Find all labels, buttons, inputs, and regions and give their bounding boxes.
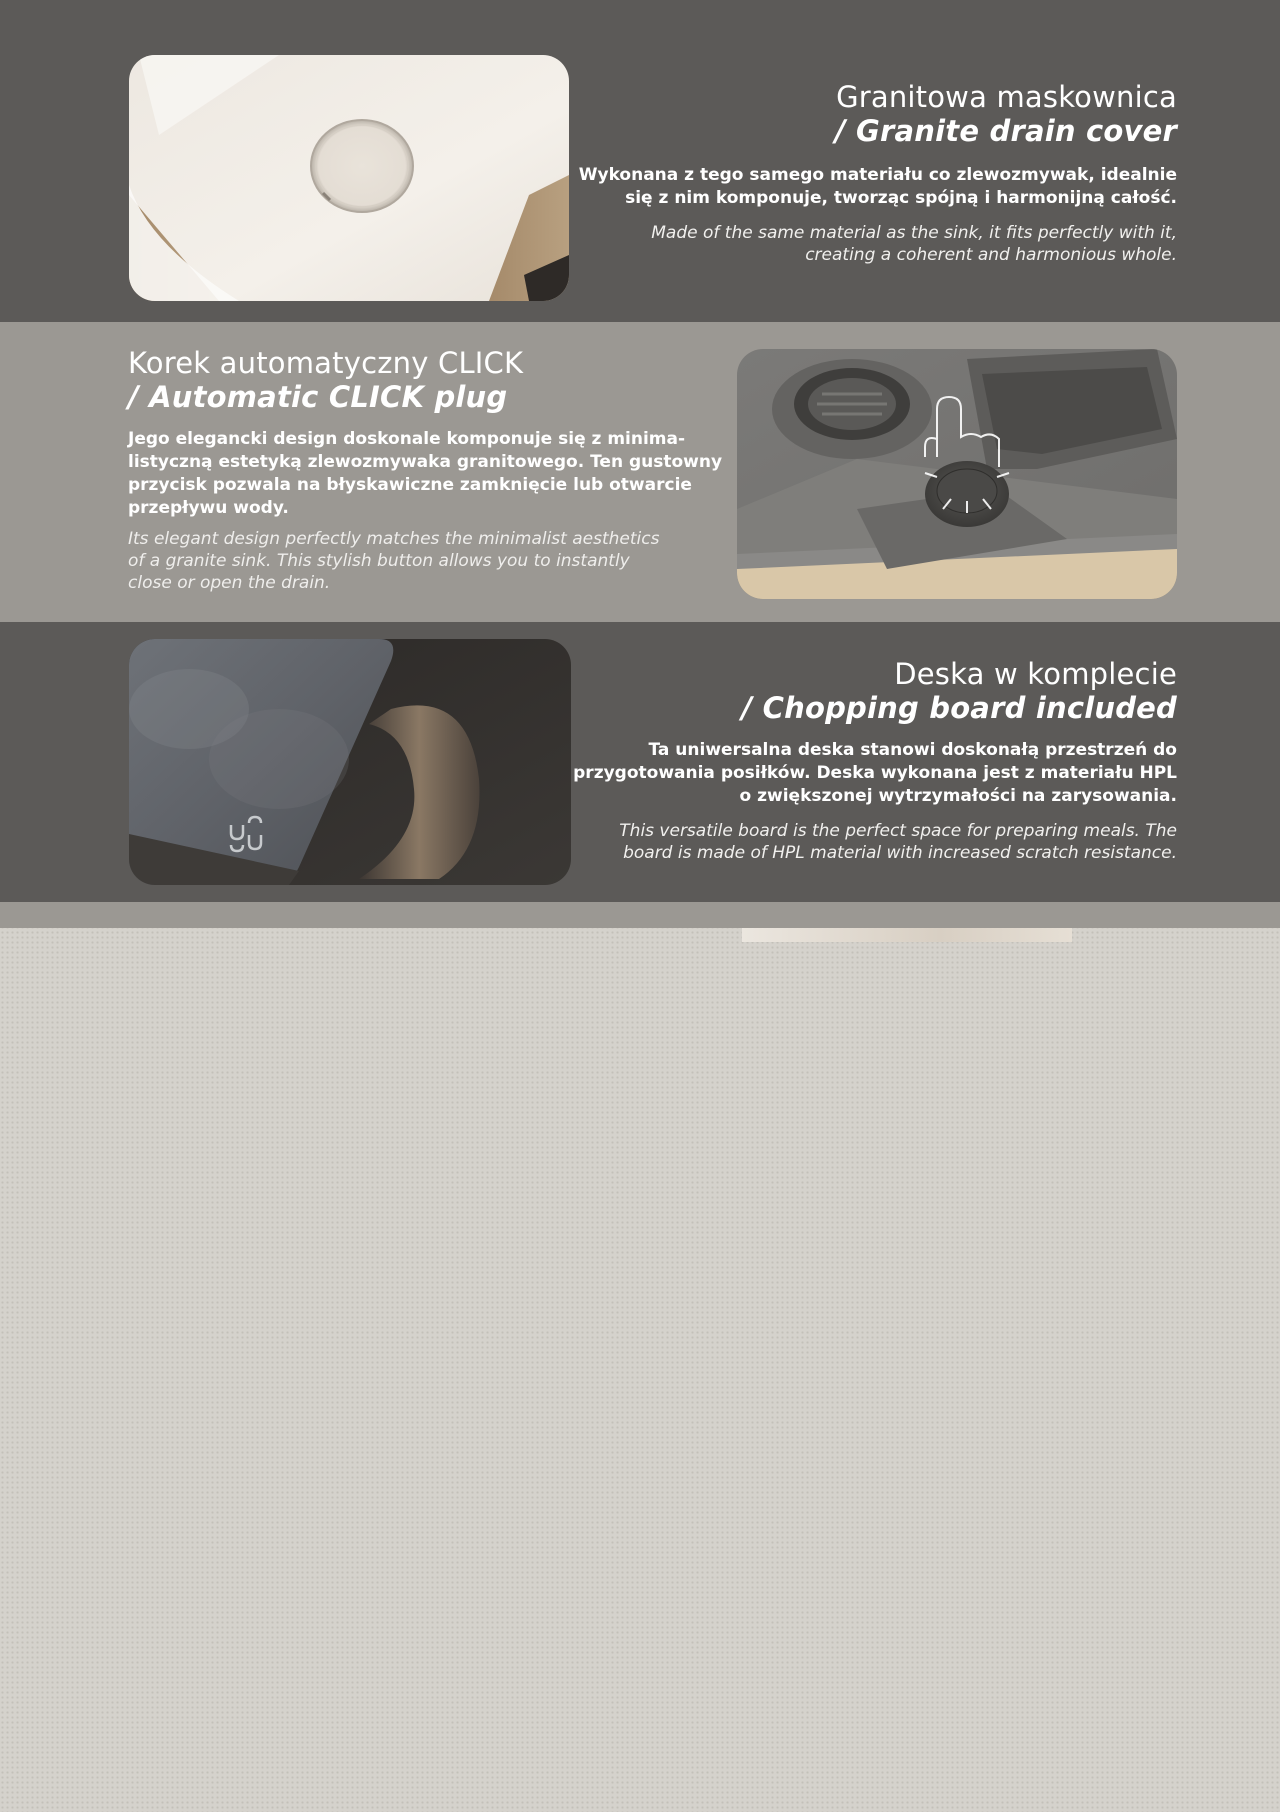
text-line: creating a coherent and harmonious whole. bbox=[805, 245, 1177, 265]
description-english bbox=[128, 528, 718, 594]
text-line: Made of the same material as the sink, it fits perfectly with it, bbox=[651, 223, 1177, 243]
text-line: Jego elegancki design doskonale komponuje się z minima- bbox=[128, 429, 686, 449]
chopping-board-illustration bbox=[129, 639, 571, 885]
description-english bbox=[557, 222, 1177, 266]
section-subtitle: / Automatic CLICK plug bbox=[128, 380, 508, 414]
text-line: o zwiększonej wytrzymałości na zarysowania. bbox=[739, 786, 1177, 806]
section-chopping-board bbox=[0, 622, 1280, 902]
click-plug-text bbox=[128, 346, 723, 594]
description-english bbox=[557, 820, 1177, 864]
text-line: przycisk pozwala na błyskawiczne zamknięcie lub otwarcie bbox=[128, 475, 692, 495]
section-title: Deska w komplecie bbox=[894, 657, 1177, 691]
chopping-board-photo bbox=[129, 639, 571, 885]
text-line: Ta uniwersalna deska stanowi doskonałą przestrzeń do bbox=[648, 740, 1177, 760]
description-polish bbox=[557, 739, 1177, 808]
text-line: close or open the drain. bbox=[128, 573, 331, 593]
granite-drain-cover-text bbox=[557, 80, 1177, 266]
text-line: Its elegant design perfectly matches the minimalist aesthetics bbox=[128, 529, 660, 549]
text-line: Wykonana z tego samego materiału co zlewozmywak, idealnie bbox=[578, 165, 1177, 185]
section-title: Korek automatyczny CLICK bbox=[128, 346, 524, 380]
section-subtitle: / Chopping board included bbox=[741, 691, 1177, 725]
sink-drain-illustration bbox=[129, 55, 569, 301]
text-line: listyczną estetyką zlewozmywaka granitowego. Ten gustowny bbox=[128, 452, 723, 472]
section-granite-drain-cover bbox=[0, 0, 1280, 322]
text-line: przepływu wody. bbox=[128, 498, 289, 518]
chopping-board-text bbox=[557, 657, 1177, 864]
text-line: This versatile board is the perfect space for preparing meals. The bbox=[619, 821, 1177, 841]
partial-photo-edge bbox=[742, 928, 1072, 942]
description-polish bbox=[128, 428, 723, 520]
text-line: of a granite sink. This stylish button allows you to instantly bbox=[128, 551, 630, 571]
text-line: się z nim komponuje, tworząc spójną i harmonijną całość. bbox=[625, 188, 1177, 208]
section-click-plug bbox=[0, 322, 1280, 622]
click-plug-illustration bbox=[737, 349, 1177, 599]
text-line: przygotowania posiłków. Deska wykonana jest z materiału HPL bbox=[573, 763, 1177, 783]
section-partial bbox=[0, 902, 1280, 928]
description-polish bbox=[557, 164, 1177, 210]
section-title: Granitowa maskownica bbox=[836, 80, 1177, 114]
granite-drain-cover-photo bbox=[129, 55, 569, 301]
section-subtitle: / Granite drain cover bbox=[834, 114, 1177, 148]
click-plug-photo bbox=[737, 349, 1177, 599]
text-line: board is made of HPL material with increased scratch resistance. bbox=[623, 843, 1177, 863]
